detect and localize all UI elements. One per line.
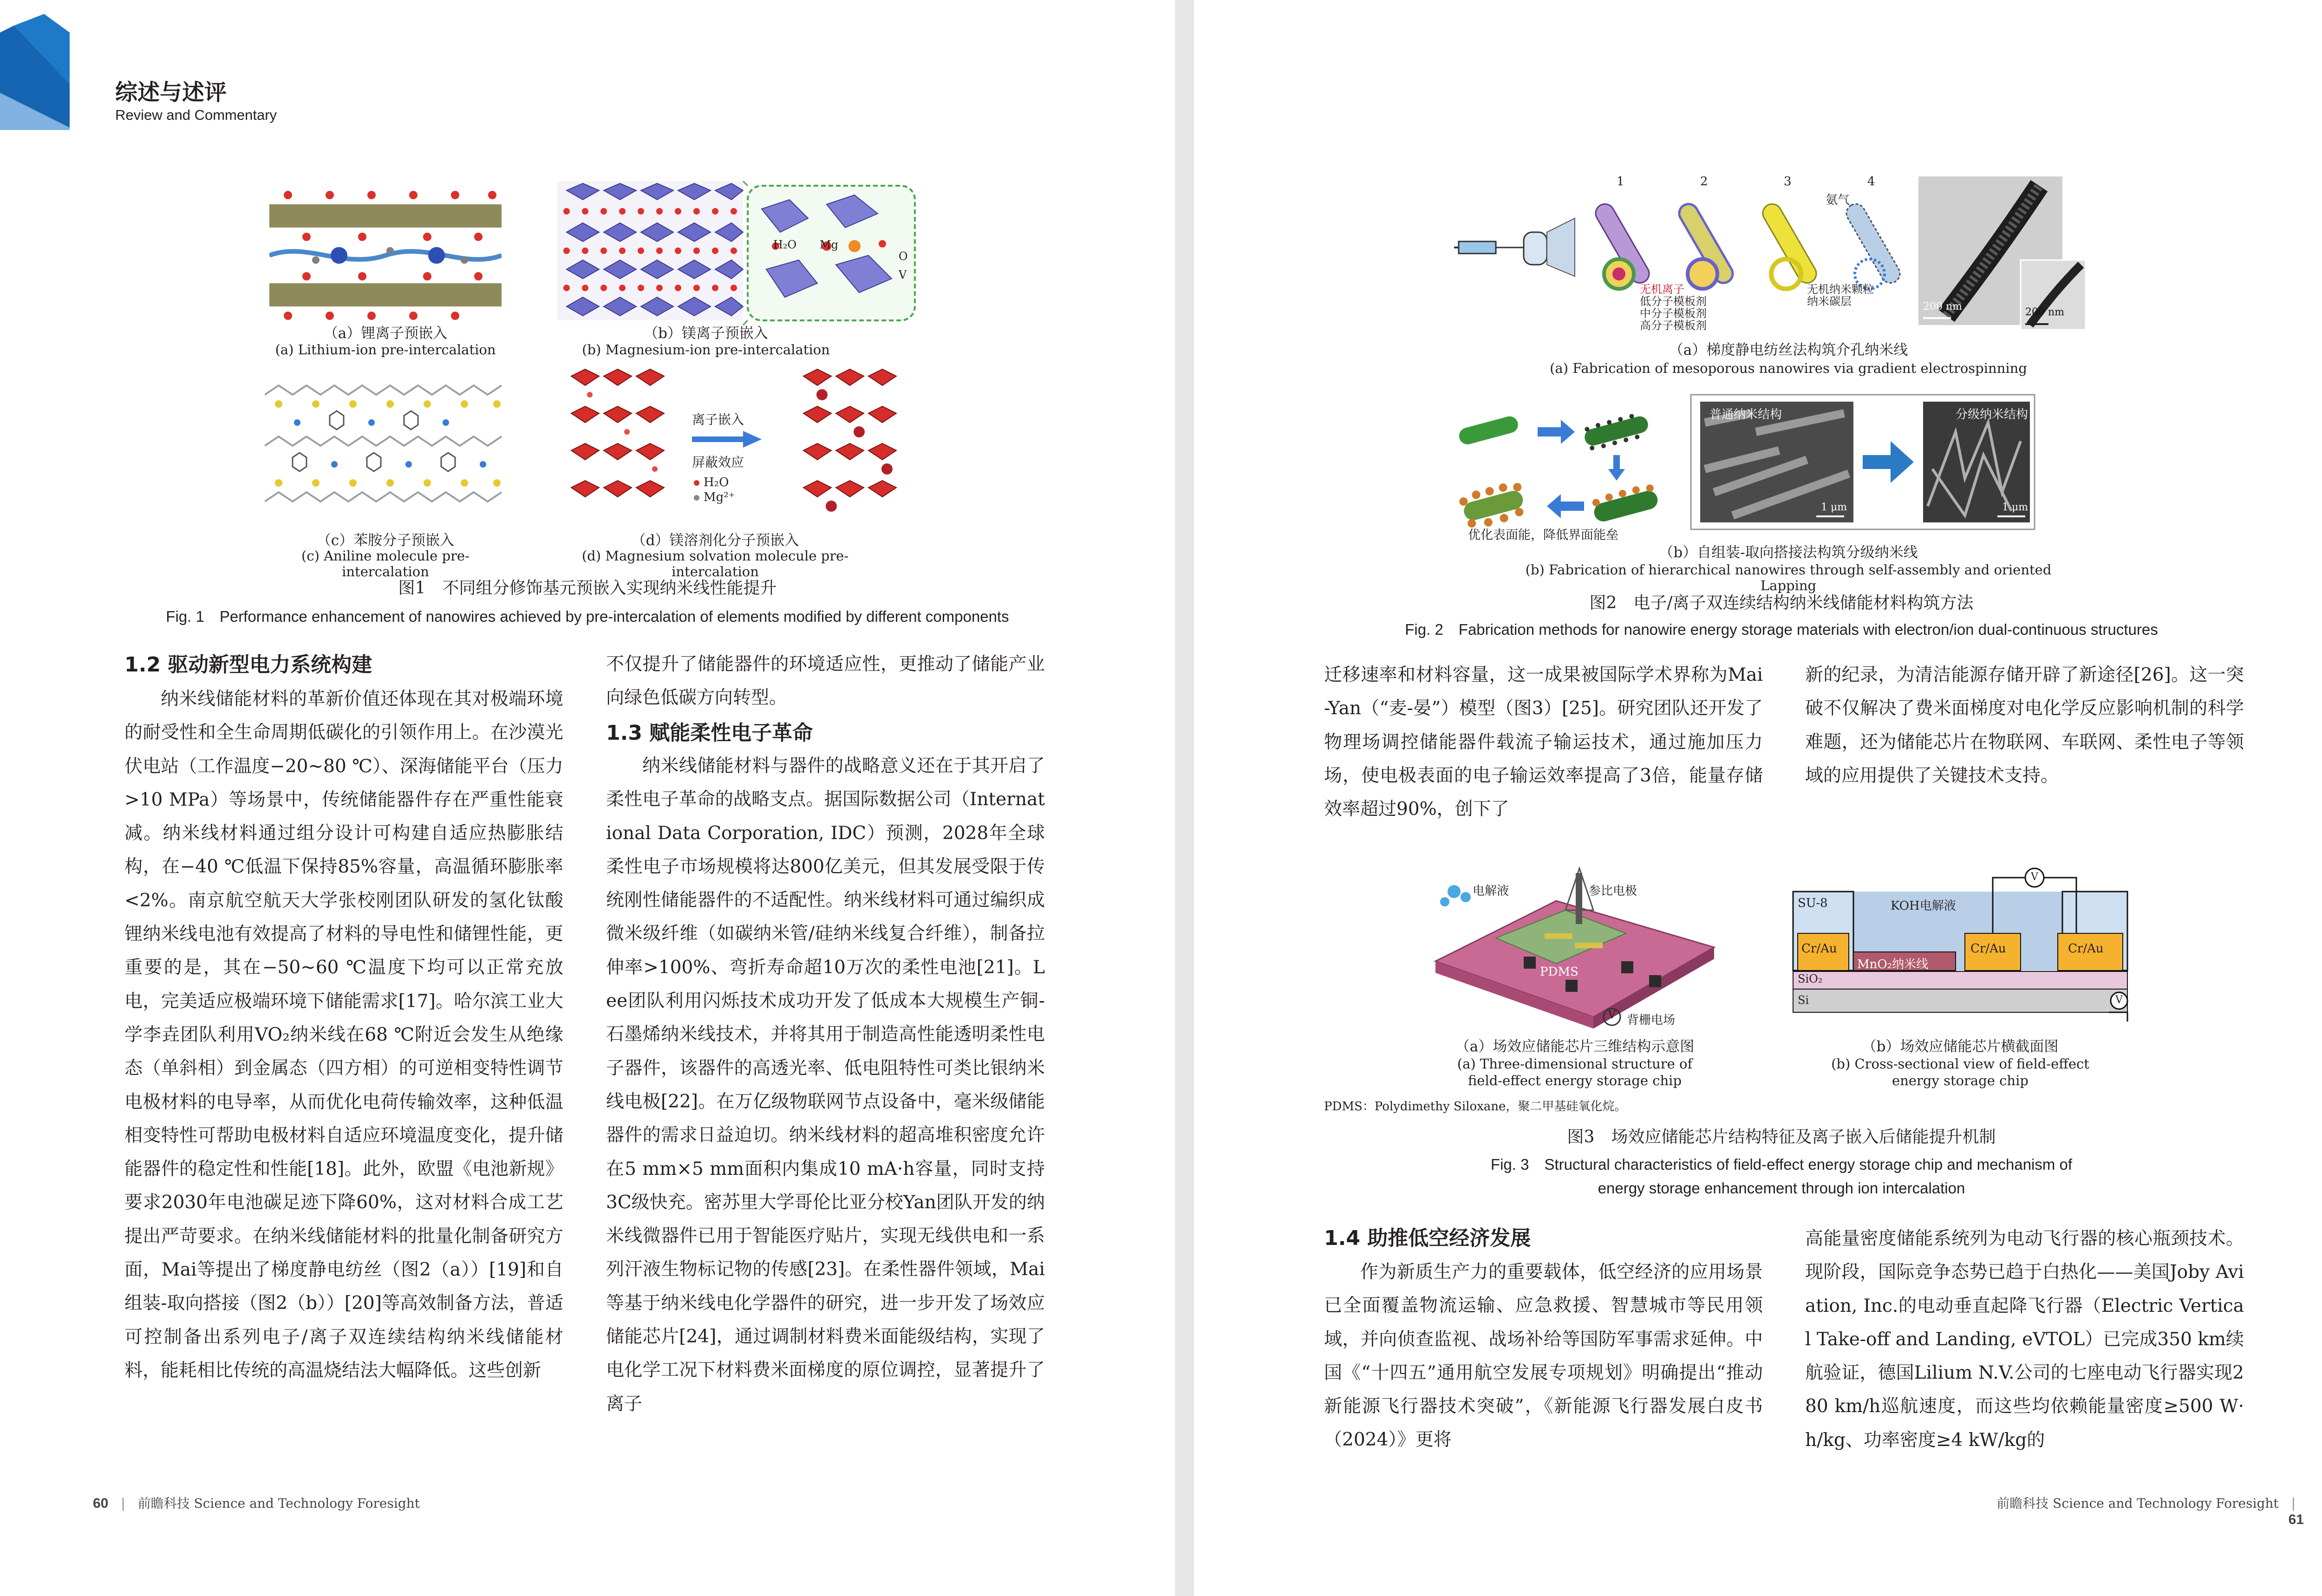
fig3b-v-top: V xyxy=(2031,871,2038,883)
ammonia-label: 氨气 xyxy=(1826,193,1850,207)
figure-1-panel-a-image xyxy=(269,186,502,325)
b-scale-1: 1 μm xyxy=(1821,502,1847,513)
figure-1-panel-a-caption-cn: （a）锂离子预嵌入 xyxy=(323,325,448,342)
step-1: 1 xyxy=(1617,175,1624,189)
column-title-en: Review and Commentary xyxy=(115,107,277,123)
inset-label-h2o: H₂O xyxy=(773,238,797,251)
fig3b-si-label: Si xyxy=(1798,994,1809,1007)
right-column-4 xyxy=(1805,1222,2244,1457)
right-column-2 xyxy=(1805,658,2244,793)
fig3b-v-bottom: V xyxy=(2115,994,2123,1006)
fig3b-crau-1: Cr/Au xyxy=(1801,942,1837,956)
step-2: 2 xyxy=(1700,175,1708,189)
tem-scale-2: 200 nm xyxy=(2025,306,2065,318)
d-arrow-top-label: 离子嵌入 xyxy=(692,412,744,427)
d-arrow-bottom-label: 屏蔽效应 xyxy=(692,455,744,470)
left-column-2b xyxy=(606,749,1045,1421)
right-page xyxy=(1194,0,2322,1596)
figure-2-panel-b-caption-en: (b) Fabrication of hierarchical nanowires through self-assembly and oriented Lapping xyxy=(1525,562,2052,593)
figure-2-panel-b xyxy=(1454,385,2146,593)
figure-3-panel-b-caption-en2: energy storage chip xyxy=(1892,1073,2028,1088)
legend-carbon-layer: 纳米碳层 xyxy=(1807,295,1852,308)
figure-1-panel-b-caption-en: (b) Magnesium-ion pre-intercalation xyxy=(582,342,830,358)
paragraph-continued: 高能量密度储能系统列为电动飞行器的核心瓶颈技术。现阶段，国际竞争态势已趋于白热化——美国Joby Aviation, Inc.的电动垂直起降飞行器（Electric Vertical Take-off and Landing, eVTOL）已完成350 km续航验证，德国Lilium N.V.公司的七座电动飞行器实现280 km/h巡航速度，而这些均依赖能量密度≥500 W·h/kg、功率密度≥4 kW/kg的 xyxy=(1805,1228,2244,1451)
figure-2-panel-a-caption-cn: （a）梯度静电纺丝法构筑介孔纳米线 xyxy=(1669,342,1908,358)
figure-3-panel-b-caption-en1: (b) Cross-sectional view of field-effect xyxy=(1831,1056,2089,1072)
figure-3-note: PDMS：Polydimethy Siloxane，聚二甲基硅氧化烷。 xyxy=(1324,1100,1627,1114)
b-note: 优化表面能，降低界面能垒 xyxy=(1468,528,1618,542)
figure-1-panel-c-image xyxy=(265,376,511,515)
figure-1-caption-cn: 图1 不同组分修饰基元预嵌入实现纳米线性能提升 xyxy=(398,579,777,598)
inset-label-v: V xyxy=(899,268,907,281)
figure-2-caption-en: Fig. 2 Fabrication methods for nanowire energy storage materials with electron/ion dual-continuous structures xyxy=(1405,621,2158,638)
step-4: 4 xyxy=(1867,175,1875,189)
d-legend-h2o: H₂O xyxy=(704,476,729,489)
figure-1-panel-c-caption-en: (c) Aniline molecule pre-intercalation xyxy=(301,548,470,580)
figure-3-caption-cn: 图3 场效应储能芯片结构特征及离子嵌入后储能提升机制 xyxy=(1567,1127,1996,1147)
fig3a-gate-label: 背栅电场 xyxy=(1627,1013,1676,1027)
figure-3-panel-a-caption-cn: （a）场效应储能芯片三维结构示意图 xyxy=(1455,1038,1695,1055)
fig3b-crau-2: Cr/Au xyxy=(1970,942,2006,956)
paragraph: 纳米线储能材料与器件的战略意义还在于其开启了柔性电子革命的战略支点。据国际数据公司（International Data Corporation, IDC）预测，2028年全球柔性电子市场规模将达800亿美元，但其发展受限于传统刚性储能器件的不适配性。纳米线材料可通过编织成微米级纤维（如碳纳米管/硅纳米线复合纤维），制备拉伸率>100%、弯折寿命超10万次的柔性电池[21]。Lee团队利用闪烁技术成功开发了低成本大规模生产铜-石墨烯纳米线技术，并将其用于制造高性能透明柔性电子器件，该器件的高透光率、低电阻特性可类比银纳米线电极[22]。在万亿级物联网节点设备中，毫米级储能器件的需求日益迫切。纳米线材料的超高堆积密度允许在5 mm×5 mm面积内集成10 mA·h容量，同时支持3C级快充。密苏里大学哥伦比亚分校Yan团队开发的纳米线微器件已用于智能医疗贴片，实现无线供电和一系列汗液生物标记物的传感[23]。在柔性器件领域，Mai等基于纳米线电化学器件的研究，进一步开发了场效应储能芯片[24]，通过调制材料费米面能级结构，实现了电化学工况下材料费米面梯度的原位调控，显著提升了离子 xyxy=(606,756,1045,1414)
fig3a-reference-label: 参比电极 xyxy=(1589,884,1637,898)
figure-1-panel-d-caption-cn: （d）镁溶剂化分子预嵌入 xyxy=(631,532,799,549)
fig3b-koh-label: KOH电解液 xyxy=(1891,899,1956,913)
figure-3-caption-en1: Fig. 3 Structural characteristics of field-effect energy storage chip and mechanism of xyxy=(1490,1156,2073,1173)
legend-inorganic-particles: 无机纳米颗粒 xyxy=(1807,283,1874,296)
legend-high-template: 高分子模板剂 xyxy=(1640,319,1707,332)
fig3a-v-label: V xyxy=(1608,1010,1616,1021)
footer-right: 前瞻科技 Science and Technology Foresight | 61 xyxy=(1996,1496,2304,1527)
step-3: 3 xyxy=(1784,175,1792,189)
paragraph: 纳米线储能材料的革新价值还体现在其对极端环境的耐受性和全生命周期低碳化的引领作用上。在沙漠光伏电站（工作温度−20~80 ℃）、深海储能平台（压力>10 MPa）等场景中，传统储能器件存在严重性能衰减。纳米线材料通过组分设计可构建自适应热膨胀结构，在−40 ℃低温下保持85%容量，高温循环膨胀率<2%。南京航空航天大学张校刚团队研发的氢化钛酸锂纳米线电池有效提高了材料的导电性和储锂性能，更重要的是，其在−50~60 ℃温度下均可以正常充放电，完美适应极端环境下储能需求[17]。哈尔滨工业大学李垚团队利用VO₂纳米线在68 ℃附近会发生从绝缘态（单斜相）到金属态（四方相）的可逆相变特性调节电极材料的电导率，从而优化电荷传输效率，这种低温相变特性可帮助电极材料自适应环境温度变化，提升储能器件的稳定性和性能[18]。此外，欧盟《电池新规》要求2030年电池碳足迹下降60%，这对材料合成工艺提出严苛要求。在纳米线储能材料的批量化制备研究方面，Mai等提出了梯度静电纺丝（图2（a））[19]和自组装-取向搭接（图2（b））[20]等高效制备方法，普适可控制备出系列电子/离子双连续结构纳米线储能材料，能耗相比传统的高温烧结法大幅降低。这些创新 xyxy=(124,689,563,1381)
figure-1-panel-c-caption-cn: （c）苯胺分子预嵌入 xyxy=(316,532,455,549)
section-1-2-heading: 1.2 驱动新型电力系统构建 xyxy=(124,653,372,677)
fig3a-pdms-label: PDMS xyxy=(1540,965,1578,979)
paragraph-continued: 迁移速率和材料容量，这一成果被国际学术界称为Mai-Yan（“麦-晏”）模型（图3）[25]。研究团队还开发了物理场调控储能器件载流子输运技术，通过施加压力场，使电极表面的电子输运效率提高了3倍，能量存储效率超过90%，创下了 xyxy=(1324,664,1763,820)
paragraph-continued: 不仅提升了储能器件的环境适应性，更推动了储能产业向绿色低碳方向转型。 xyxy=(606,654,1045,709)
footer-left: 60 | 前瞻科技 Science and Technology Foresight xyxy=(93,1496,420,1511)
fig3a-electrolyte-label: 电解液 xyxy=(1473,884,1509,898)
right-column-3 xyxy=(1324,1256,1763,1457)
inset-label-o: O xyxy=(899,250,908,263)
figure-1-panel-b-image xyxy=(557,181,920,325)
column-title-cn: 综述与述评 xyxy=(115,79,227,105)
fig3b-mno2-label: MnO₂纳米线 xyxy=(1857,958,1929,971)
figure-2-panel-b-caption-cn: （b）自组装-取向搭接法构筑分级纳米线 xyxy=(1659,544,1918,561)
legend-a xyxy=(1640,283,1707,332)
journal-name: 前瞻科技 Science and Technology Foresight xyxy=(137,1496,420,1511)
figure-3-panel-a-caption-en2: field-effect energy storage chip xyxy=(1468,1073,1682,1088)
fig3b-sio2-label: SiO₂ xyxy=(1798,972,1823,985)
page-number: 60 xyxy=(93,1496,109,1511)
fig3b-su8-label: SU-8 xyxy=(1798,896,1828,910)
b-image1-label: 普通纳米结构 xyxy=(1709,408,1782,422)
b-scale-2: 1 μm xyxy=(2002,502,2028,513)
fig3b-crau-3: Cr/Au xyxy=(2068,942,2104,956)
d-legend-mg: Mg²⁺ xyxy=(704,490,735,504)
b-image2-label: 分级纳米结构 xyxy=(1956,408,2028,422)
journal-name: 前瞻科技 Science and Technology Foresight xyxy=(1996,1496,2279,1511)
inset-label-mg: Mg xyxy=(820,238,838,251)
left-column-2 xyxy=(606,648,1045,715)
figure-1-panel-a-caption-en: (a) Lithium-ion pre-intercalation xyxy=(275,342,496,358)
legend-a2 xyxy=(1807,283,1874,307)
figure-3-panel-a-caption-en1: (a) Three-dimensional structure of xyxy=(1457,1056,1693,1072)
section-1-4-heading: 1.4 助推低空经济发展 xyxy=(1324,1226,1531,1250)
page-number: 61 xyxy=(2288,1512,2304,1527)
figure-3-caption-en2: energy storage enhancement through ion intercalation xyxy=(1598,1179,1965,1197)
paragraph-continued: 新的纪录，为清洁能源存储开辟了新途径[26]。这一突破不仅解决了费米面梯度对电化学反应影响机制的科学难题，还为储能芯片在物联网、车联网、柔性电子等领域的应用提供了关键技术支持。 xyxy=(1805,664,2244,786)
legend-low-template: 低分子模板剂 xyxy=(1640,295,1707,308)
section-1-3-heading: 1.3 赋能柔性电子革命 xyxy=(606,721,813,745)
figure-3 xyxy=(1426,864,2151,1114)
figure-2-panel-a xyxy=(1454,176,2146,381)
figure-1-panel-b-caption-cn: （b）镁离子预嵌入 xyxy=(644,325,768,342)
figure-1-panel-d-image xyxy=(562,367,920,515)
legend-mid-template: 中分子模板剂 xyxy=(1640,307,1707,320)
figure-3-panel-b-caption-cn: （b）场效应储能芯片横截面图 xyxy=(1862,1038,2059,1055)
paragraph: 作为新质生产力的重要载体，低空经济的应用场景已全面覆盖物流运输、应急救援、智慧城市等民用领域，并向侦查监视、战场补给等国防军事需求延伸。中国《“十四五”通用航空发展专项规划》明确提出“推动新能源飞行器技术突破”，《新能源飞行器发展白皮书（2024）》更将 xyxy=(1324,1262,1763,1451)
legend-inorganic-ion: 无机离子 xyxy=(1640,283,1684,296)
figure-1-panel-d-caption-en: (d) Magnesium solvation molecule pre-intercalation xyxy=(581,548,849,580)
tem-scale-1: 200 nm xyxy=(1923,301,1963,313)
left-column-1 xyxy=(124,683,563,1388)
figure-1 xyxy=(260,176,924,580)
right-column-1 xyxy=(1324,658,1763,826)
figure-2-caption-cn: 图2 电子/离子双连续结构纳米线储能材料构筑方法 xyxy=(1589,593,1974,612)
header-logo-mark xyxy=(0,0,74,130)
figure-1-caption-en: Fig. 1 Performance enhancement of nanowires achieved by pre-intercalation of elements modified by different components xyxy=(166,608,1009,625)
figure-2-panel-a-caption-en: (a) Fabrication of mesoporous nanowires via gradient electrospinning xyxy=(1550,360,2027,376)
